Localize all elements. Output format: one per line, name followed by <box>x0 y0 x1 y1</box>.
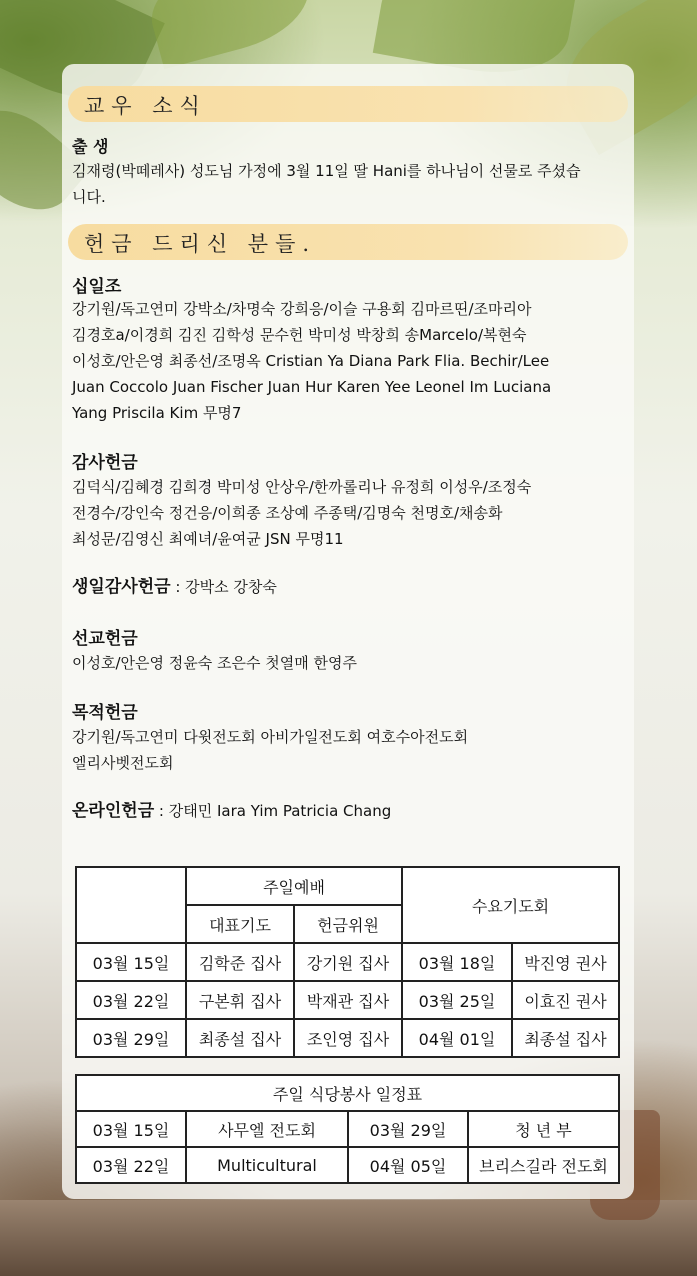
date-cell: 03월 15일 <box>76 943 186 981</box>
news-banner <box>68 86 628 122</box>
date-cell: 03월 29일 <box>76 1019 186 1057</box>
prayer-header: 대표기도 <box>186 905 294 943</box>
prayer-cell: 최종설 집사 <box>186 1019 294 1057</box>
mission-label: 선교헌금 <box>72 629 138 649</box>
wed-leader-cell: 최종설 집사 <box>512 1019 619 1057</box>
purpose-label: 목적헌금 <box>72 703 138 723</box>
wed-date-cell: 03월 18일 <box>402 943 512 981</box>
table-row <box>76 1147 619 1183</box>
empty-header-cell <box>76 867 186 943</box>
date-cell: 03월 22일 <box>76 1147 186 1183</box>
table-row <box>76 943 619 981</box>
wed-date-cell: 03월 25일 <box>402 981 512 1019</box>
meal-table-title: 주일 식당봉사 일정표 <box>76 1075 619 1111</box>
online-offering <box>72 798 632 824</box>
prayer-cell: 김학준 집사 <box>186 943 294 981</box>
birth-label: 출 생 <box>72 137 109 156</box>
leaf-decoration <box>141 0 319 69</box>
tithe-line: 김경호a/이경희 김진 김학성 문수헌 박미성 박창희 송Marcelo/복현숙 <box>72 326 527 344</box>
prayer-cell: 구본휘 집사 <box>186 981 294 1019</box>
tithe-label: 십일조 <box>72 277 122 297</box>
table-row <box>76 981 619 1019</box>
tithe-line: 이성호/안은영 최종선/조명옥 Cristian Ya Diana Park Flia. Bechir/Lee <box>72 352 550 370</box>
usher-header: 헌금위원 <box>294 905 402 943</box>
table-decoration <box>0 1200 697 1276</box>
team-cell: 청 년 부 <box>468 1111 619 1147</box>
thanks-line: 전경수/강인숙 정건응/이희종 조상예 주종택/김명숙 천명호/채송화 <box>72 504 503 522</box>
thanks-line: 김덕식/김혜경 김희경 박미성 안상우/한까롤리나 유정희 이성우/조정숙 <box>72 478 532 496</box>
birthday-offering <box>72 574 632 600</box>
mission-line: 이성호/안은영 정윤숙 조은수 첫열매 한영주 <box>72 654 357 672</box>
table-row <box>76 1111 619 1147</box>
birthday-names: : 강박소 강창숙 <box>170 578 277 596</box>
meal-table <box>75 1074 620 1184</box>
team-cell: Multicultural <box>186 1147 348 1183</box>
team-cell: 사무엘 전도회 <box>186 1111 348 1147</box>
birth-text-line2: 니다. <box>72 188 106 206</box>
sunday-header: 주일예배 <box>186 867 402 905</box>
table-row <box>76 1019 619 1057</box>
wed-leader-cell: 이효진 권사 <box>512 981 619 1019</box>
usher-cell: 조인영 집사 <box>294 1019 402 1057</box>
date-cell: 03월 22일 <box>76 981 186 1019</box>
tithe-line: 강기원/독고연미 강박소/차명숙 강희응/이슬 구용회 김마르띤/조마리아 <box>72 300 532 318</box>
team-cell: 브리스길라 전도회 <box>468 1147 619 1183</box>
purpose-line: 강기원/독고연미 다윗전도회 아비가일전도회 여호수아전도회 <box>72 728 469 746</box>
offering-title: 헌금 드리신 분들. <box>84 232 317 256</box>
birth-text-line1: 김재령(박떼레사) 성도님 가정에 3월 11일 딸 Hani를 하나님이 선물로 주셨습 <box>72 162 581 180</box>
wed-date-cell: 04월 01일 <box>402 1019 512 1057</box>
date-cell: 03월 29일 <box>348 1111 468 1147</box>
tithe-line: Juan Coccolo Juan Fischer Juan Hur Karen Yee Leonel Im Luciana <box>72 378 552 396</box>
thanks-label: 감사헌금 <box>72 453 138 473</box>
offering-banner <box>68 224 628 260</box>
news-title: 교우 소식 <box>84 94 207 118</box>
online-label: 온라인헌금 <box>72 801 155 821</box>
tithe-line: Yang Priscila Kim 무명7 <box>72 404 242 422</box>
wednesday-header: 수요기도회 <box>402 867 619 943</box>
purpose-line: 엘리사벳전도회 <box>72 754 174 772</box>
date-cell: 03월 15일 <box>76 1111 186 1147</box>
usher-cell: 강기원 집사 <box>294 943 402 981</box>
wed-leader-cell: 박진영 권사 <box>512 943 619 981</box>
date-cell: 04월 05일 <box>348 1147 468 1183</box>
usher-cell: 박재관 집사 <box>294 981 402 1019</box>
duty-table <box>75 866 620 1058</box>
thanks-line: 최성문/김영신 최예녀/윤여균 JSN 무명11 <box>72 530 344 548</box>
birthday-label: 생일감사헌금 <box>72 577 171 597</box>
online-names: : 강태민 Iara Yim Patricia Chang <box>154 802 392 820</box>
